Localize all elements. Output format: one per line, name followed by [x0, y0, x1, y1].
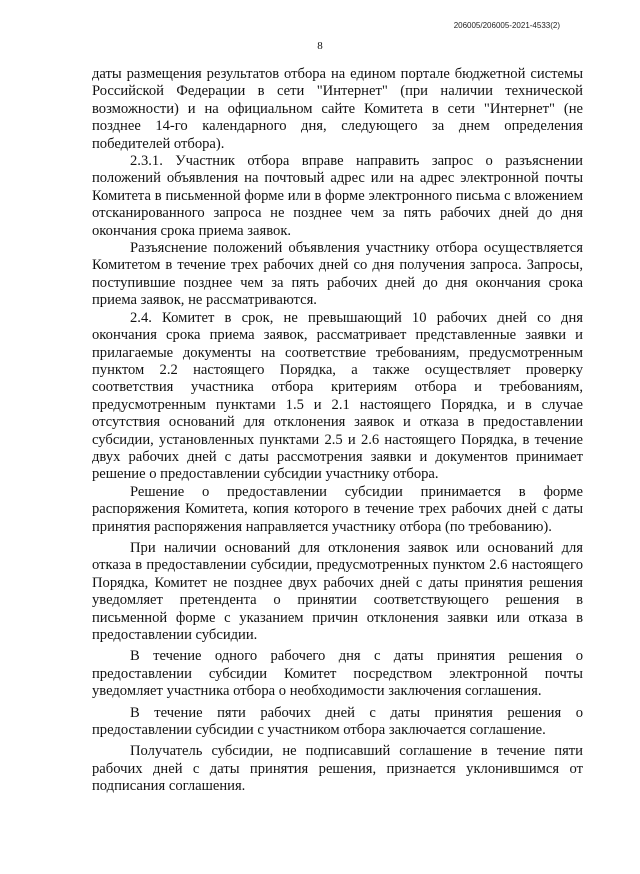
paragraph-evasion: Получатель субсидии, не подписавший соглашение в течение пяти рабочих дней с даты принятия решения, признается уклонившимся от подписания соглашения. [92, 743, 583, 795]
page-number: 8 [317, 40, 323, 52]
paragraph-decision: Решение о предоставлении субсидии принимается в форме распоряжения Комитета, копия которого в течение трех рабочих дней с даты принятия распоряжения направляется участнику отбора (по требованию). [92, 483, 583, 535]
paragraph-notification: В течение одного рабочего дня с даты принятия решения о предоставлении субсидии Комитет посредством электронной почты уведомляет участника отбора о необходимости заключения соглашения. [92, 648, 583, 700]
paragraph-rejection: При наличии оснований для отклонения заявок или оснований для отказа в предоставлении субсидии, предусмотренных пунктом 2.6 настоящего Порядка, Комитет не позднее двух рабочих дней с даты принятия решения уведомляет претендента о принятии соответствующего решения в письменной форме с указанием причин отклонения заявки или отказа в предоставлении субсидии. [92, 539, 583, 643]
paragraph-2-4: 2.4. Комитет в срок, не превышающий 10 рабочих дней со дня окончания срока приема заявок, рассматривает представленные заявки и прилагаемые документы на соответствие требованиям, предусмотренным пунктом 2.2 настоящего Порядка, а также осуществляет проверку соответствия участника отбора критериям отбора и требованиям, предусмотренным пунктами 1.5 и 2.1 настоящего Порядка, и в случае отсутствия оснований для отклонения заявок и отказа в предоставлении субсидии, установленных пунктами 2.5 и 2.6 настоящего Порядка, в течение двух рабочих дней с даты рассмотрения заявки и документов принимает решение о предоставлении субсидии участнику отбора. [92, 309, 583, 483]
document-body [92, 66, 583, 796]
paragraph-clarification: Разъяснение положений объявления участнику отбора осуществляется Комитетом в течение трех рабочих дней со дня получения запроса. Запросы, поступившие позднее чем за пять рабочих дней до дня окончания срока приема заявок, не рассматриваются. [92, 240, 583, 309]
paragraph-continuation: даты размещения результатов отбора на едином портале бюджетной системы Российской Федерации в сети "Интернет" (при наличии технической возможности) и на официальном сайте Комитета в сети "Интернет" (не позднее 14-го календарного дня, следующего за днем определения победителей отбора). [92, 66, 583, 152]
document-code: 206005/206005-2021-4533(2) [453, 21, 560, 30]
paragraph-2-3-1: 2.3.1. Участник отбора вправе направить запрос о разъяснении положений объявления на почтовый адрес или на адрес электронной почты Комитета в письменной форме или в форме электронного письма с вложением отсканированного запроса не позднее чем за пять рабочих дней до дня окончания срока приема заявок. [92, 153, 583, 239]
paragraph-agreement: В течение пяти рабочих дней с даты принятия решения о предоставлении субсидии с участником отбора заключается соглашение. [92, 704, 583, 739]
